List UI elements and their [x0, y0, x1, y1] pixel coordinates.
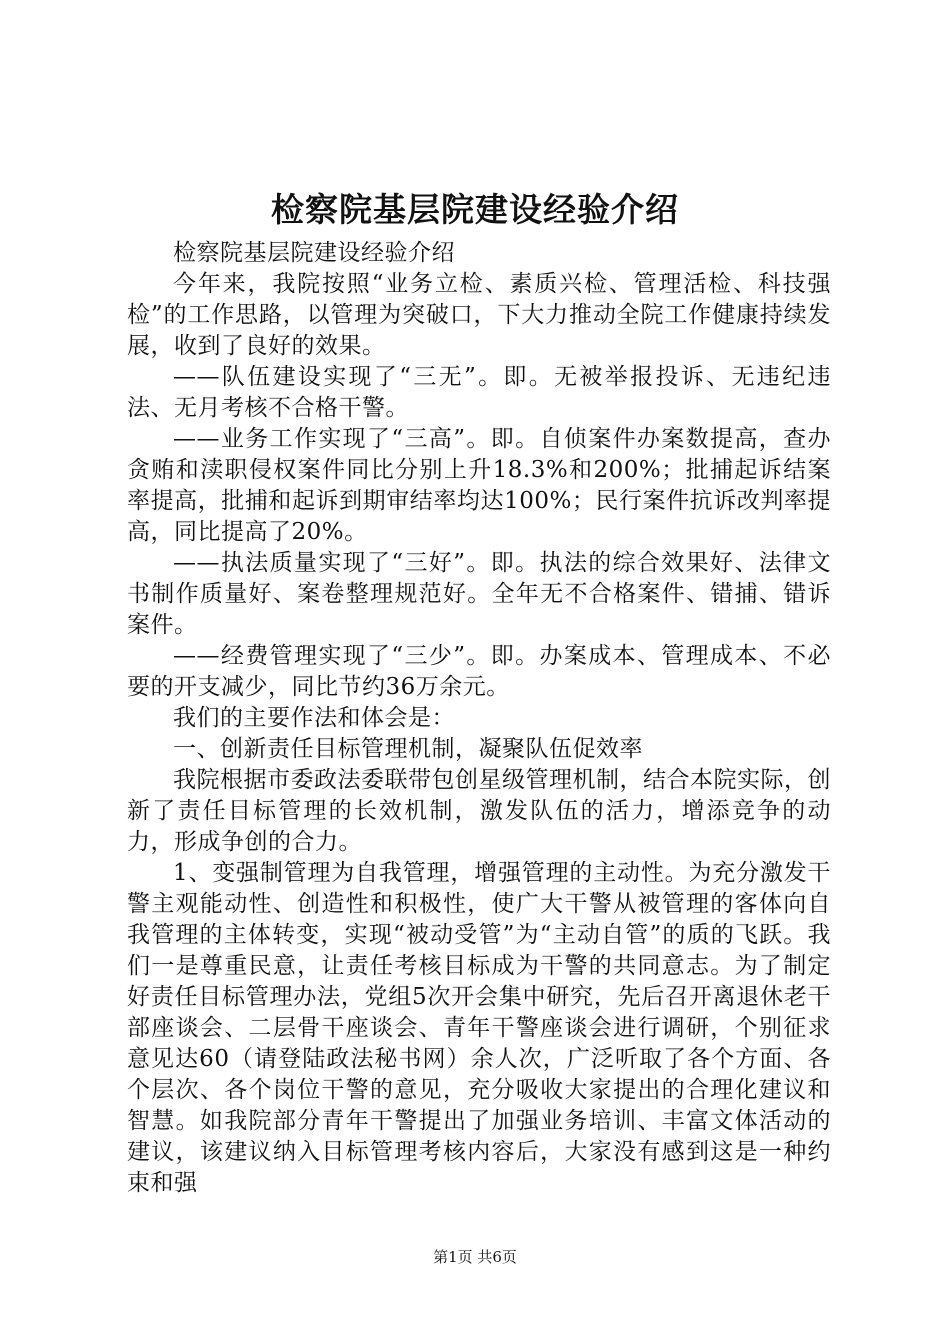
- paragraph: 今年来，我院按照“业务立检、素质兴检、管理活检、科技强检”的工作思路，以管理为突破口，下大力推动全院工作健康持续发展，收到了良好的效果。: [127, 271, 831, 359]
- paragraph: ——经费管理实现了“三少”。即。办案成本、管理成本、不必要的开支减少，同比节约36万余元。: [127, 643, 831, 700]
- paragraph: 1、变强制管理为自我管理，增强管理的主动性。为充分激发干警主观能动性、创造性和积极性，使广大干警从被管理的客体向自我管理的主体转变，实现“被动受管”为“主动自管”的质的飞跃。我们一是尊重民意，让责任考核目标成为干警的共同意志。为了制定好责任目标管理办法，党组5次开会集中研究，先后召开离退休老干部座谈会、二层骨干座谈会、青年干警座谈会进行调研，个别征求意见达60（请登陆政法秘书网）余人次，广泛听取了各个方面、各个层次、各个岗位干警的意见，充分吸收大家提出的合理化建议和智慧。如我院部分青年干警提出了加强业务培训、丰富文体活动的建议，该建议纳入目标管理考核内容后，大家没有感到这是一种约束和强: [127, 860, 831, 1196]
- paragraph: 检察院基层院建设经验介绍: [173, 240, 455, 266]
- paragraph: ——业务工作实现了“三高”。即。自侦案件办案数提高，查办贪贿和渎职侵权案件同比分别上升18.3%和200%；批捕起诉结案率提高，批捕和起诉到期审结率均达100%；民行案件抗诉改判率提高，同比提高了20%。: [127, 426, 831, 545]
- document-body: [127, 238, 831, 1199]
- paragraph: 我们的主要作法和体会是：: [173, 705, 455, 731]
- document-title: 检察院基层院建设经验介绍: [271, 190, 679, 229]
- page-footer: 第1页 共6页: [433, 1248, 517, 1266]
- section-heading: 一、创新责任目标管理机制，凝聚队伍促效率: [173, 736, 643, 762]
- paragraph: 我院根据市委政法委联带包创星级管理机制，结合本院实际，创新了责任目标管理的长效机制，激发队伍的活力，增添竞争的动力，形成争创的合力。: [127, 767, 831, 855]
- paragraph: ——队伍建设实现了“三无”。即。无被举报投诉、无违纪违法、无月考核不合格干警。: [127, 364, 831, 421]
- paragraph: ——执法质量实现了“三好”。即。执法的综合效果好、法律文书制作质量好、案卷整理规范好。全年无不合格案件、错捕、错诉案件。: [127, 550, 831, 638]
